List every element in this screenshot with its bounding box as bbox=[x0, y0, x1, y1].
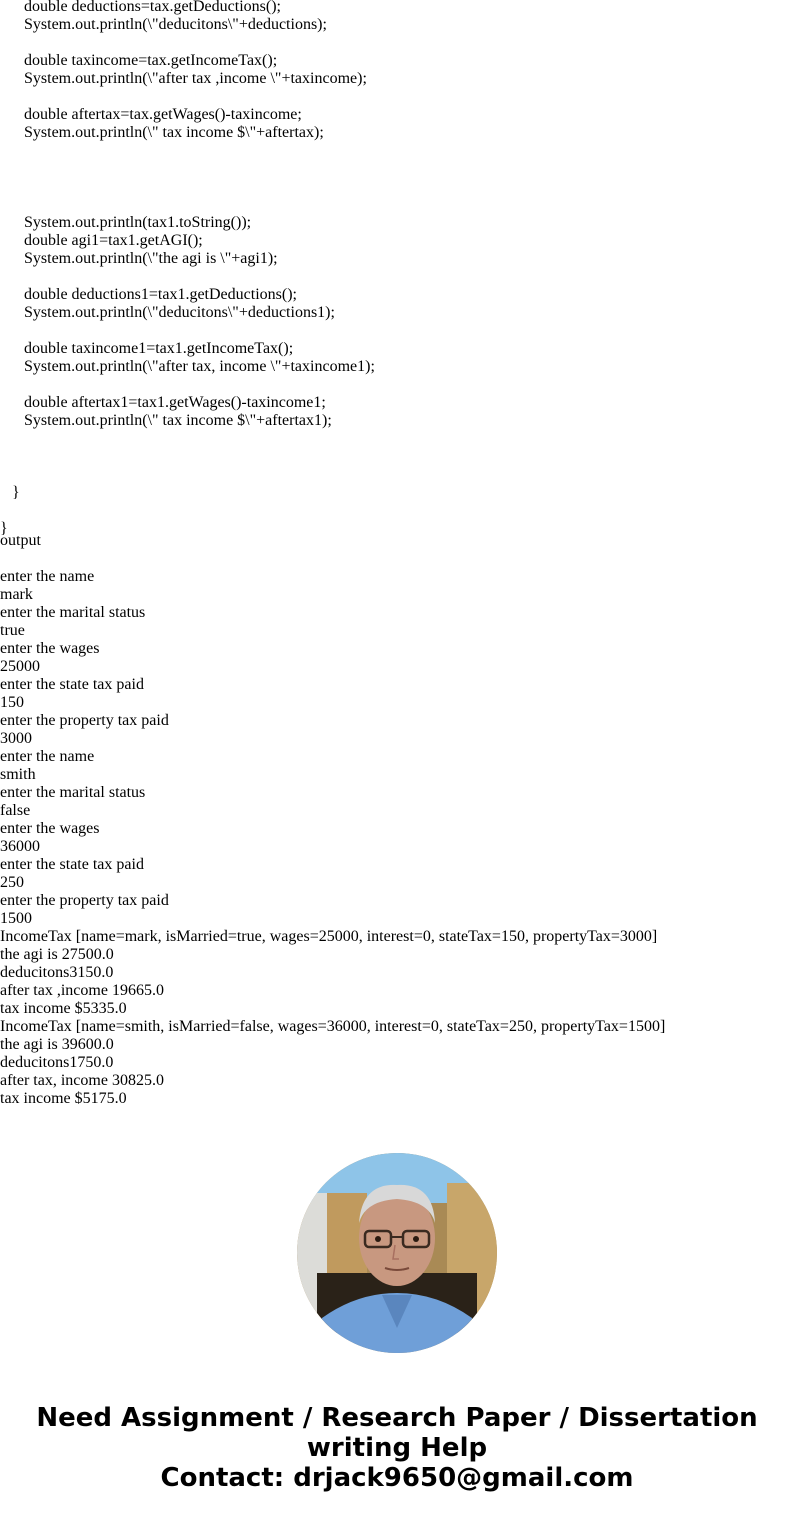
output-line: false bbox=[0, 802, 31, 819]
footer-contact: Contact: drjack9650@gmail.com bbox=[160, 1463, 634, 1493]
output-line: true bbox=[0, 622, 25, 639]
output-line: deducitons1750.0 bbox=[0, 1054, 114, 1071]
author-avatar bbox=[297, 1153, 497, 1353]
code-line bbox=[0, 466, 794, 484]
output-line: 150 bbox=[0, 694, 24, 711]
code-line: System.out.println(\"deducitons\"+deductions); bbox=[0, 16, 327, 33]
code-line: double taxincome1=tax1.getIncomeTax(); bbox=[0, 340, 294, 357]
console-output bbox=[0, 568, 794, 1108]
code-line: } bbox=[0, 520, 8, 537]
output-line: 1500 bbox=[0, 910, 32, 927]
code-line bbox=[0, 88, 794, 106]
footer-line-1: Need Assignment / Research Paper / Dissertation bbox=[36, 1403, 758, 1433]
code-line: } bbox=[0, 484, 20, 501]
output-line: the agi is 39600.0 bbox=[0, 1036, 114, 1053]
output-line: enter the marital status bbox=[0, 604, 146, 621]
output-line: deducitons3150.0 bbox=[0, 964, 114, 981]
code-line bbox=[0, 160, 794, 178]
code-line: double taxincome=tax.getIncomeTax(); bbox=[0, 52, 278, 69]
code-line: System.out.println(\" tax income $\"+aftertax); bbox=[0, 124, 324, 141]
code-line bbox=[0, 34, 794, 52]
code-line: double deductions=tax.getDeductions(); bbox=[0, 0, 281, 15]
output-line: enter the wages bbox=[0, 820, 100, 837]
code-line: System.out.println(\"after tax ,income \"+taxincome); bbox=[0, 70, 367, 87]
output-line: enter the state tax paid bbox=[0, 676, 144, 693]
output-line: IncomeTax [name=mark, isMarried=true, wages=25000, interest=0, stateTax=150, propertyTax=3000] bbox=[0, 928, 658, 945]
output-line: enter the wages bbox=[0, 640, 100, 657]
output-line: enter the state tax paid bbox=[0, 856, 144, 873]
code-line bbox=[0, 322, 794, 340]
output-line: enter the name bbox=[0, 748, 95, 765]
output-section bbox=[0, 532, 794, 1108]
code-line bbox=[0, 502, 794, 520]
code-line: System.out.println(\" tax income $\"+aftertax1); bbox=[0, 412, 332, 429]
output-line: enter the property tax paid bbox=[0, 712, 169, 729]
output-line: 250 bbox=[0, 874, 24, 891]
output-line: 36000 bbox=[0, 838, 40, 855]
code-line: System.out.println(\"after tax, income \"+taxincome1); bbox=[0, 358, 375, 375]
output-line: the agi is 27500.0 bbox=[0, 946, 114, 963]
code-line: System.out.println(\"the agi is \"+agi1); bbox=[0, 250, 278, 267]
output-line: mark bbox=[0, 586, 33, 603]
output-heading: output bbox=[0, 532, 41, 549]
footer-banner bbox=[0, 1403, 794, 1493]
code-line bbox=[0, 448, 794, 466]
code-listing bbox=[0, 0, 794, 538]
code-line bbox=[0, 142, 794, 160]
footer-line-2: writing Help bbox=[306, 1433, 488, 1463]
code-line bbox=[0, 178, 794, 196]
code-line: double agi1=tax1.getAGI(); bbox=[0, 232, 203, 249]
code-line bbox=[0, 268, 794, 286]
code-line bbox=[0, 430, 794, 448]
output-line: enter the marital status bbox=[0, 784, 146, 801]
output-line: tax income $5175.0 bbox=[0, 1090, 127, 1107]
output-line: after tax, income 30825.0 bbox=[0, 1072, 164, 1089]
code-line: double deductions1=tax1.getDeductions(); bbox=[0, 286, 297, 303]
output-line: 25000 bbox=[0, 658, 40, 675]
code-line: System.out.println(tax1.toString()); bbox=[0, 214, 252, 231]
output-line: enter the name bbox=[0, 568, 95, 585]
code-line: double aftertax=tax.getWages()-taxincome; bbox=[0, 106, 302, 123]
code-line: System.out.println(\"deducitons\"+deductions1); bbox=[0, 304, 335, 321]
output-line: enter the property tax paid bbox=[0, 892, 169, 909]
code-line: double aftertax1=tax1.getWages()-taxincome1; bbox=[0, 394, 326, 411]
author-photo bbox=[297, 1153, 497, 1353]
code-line bbox=[0, 376, 794, 394]
output-line: tax income $5335.0 bbox=[0, 1000, 127, 1017]
output-line: 3000 bbox=[0, 730, 32, 747]
output-line: IncomeTax [name=smith, isMarried=false, wages=36000, interest=0, stateTax=250, propertyTax=1500] bbox=[0, 1018, 666, 1035]
output-line: smith bbox=[0, 766, 36, 783]
code-line bbox=[0, 196, 794, 214]
output-line: after tax ,income 19665.0 bbox=[0, 982, 164, 999]
